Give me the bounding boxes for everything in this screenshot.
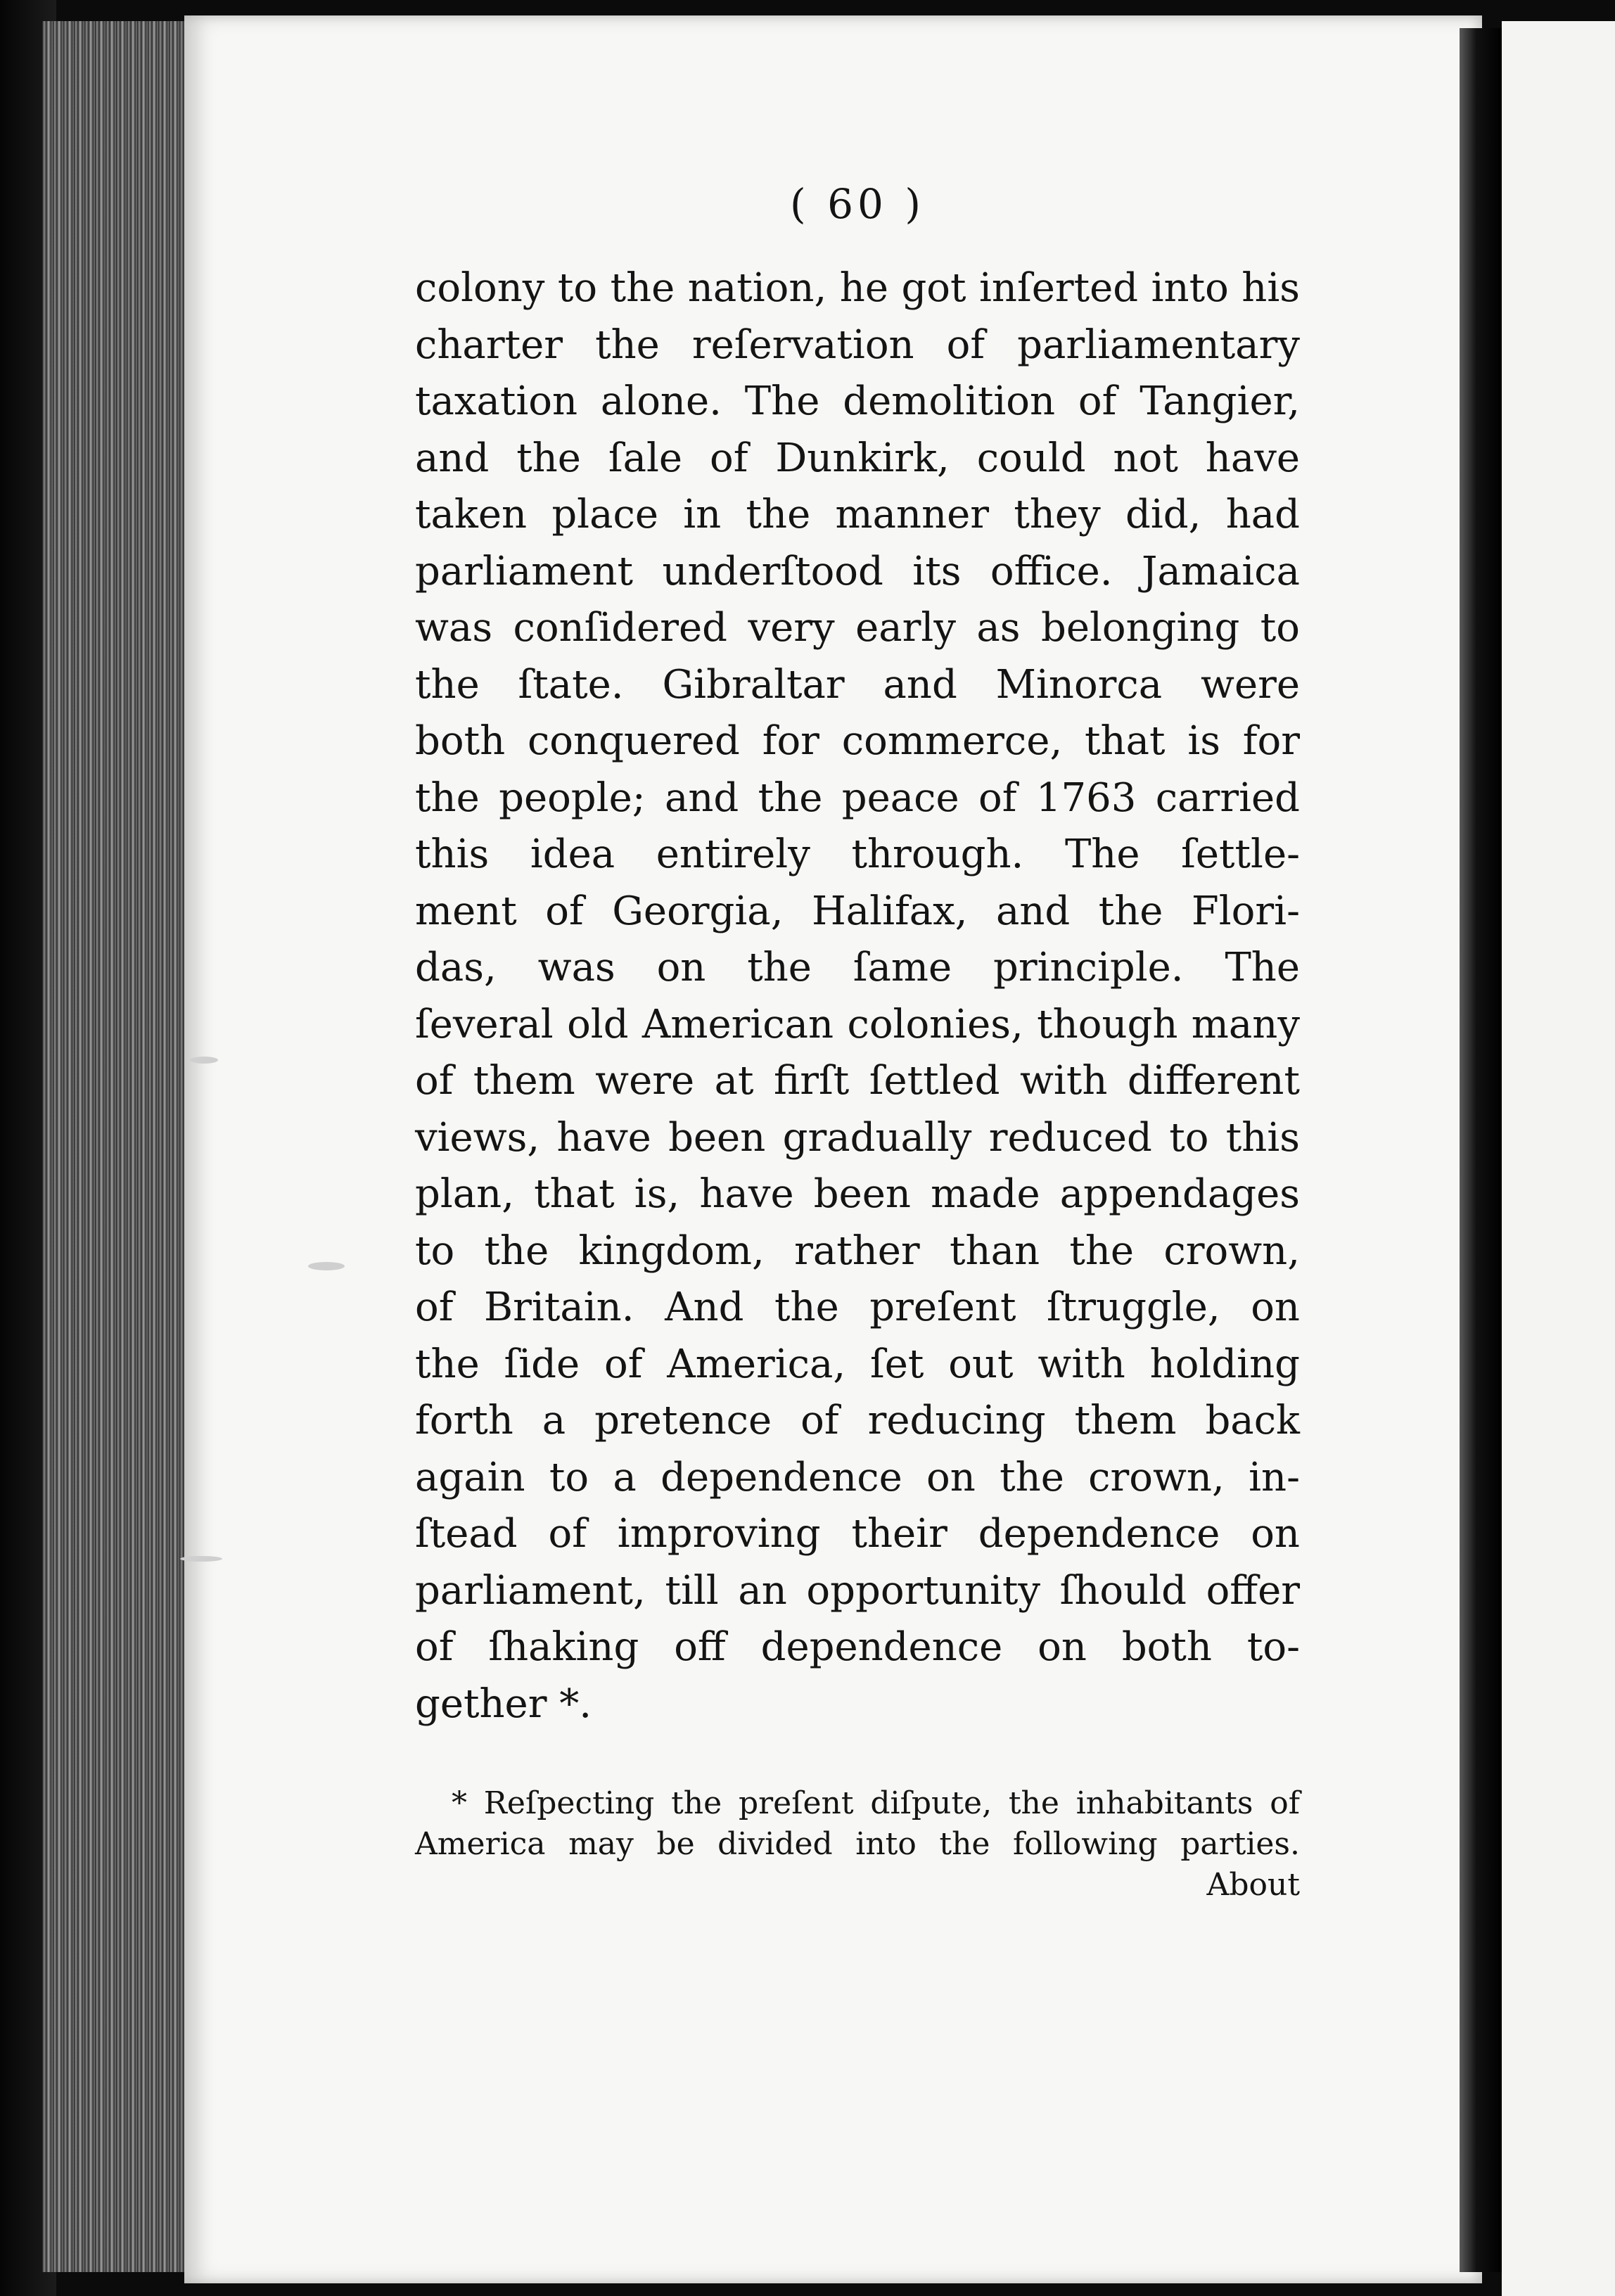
text-line: of ſhaking off dependence on both to- (415, 1624, 1300, 1670)
text-line: taxation alone. The demolition of Tangier, (415, 378, 1300, 424)
facing-page-edge (1502, 21, 1615, 2296)
footnote-gap (415, 1733, 1300, 1783)
text-line: to the kingdom, rather than the crown, (415, 1227, 1300, 1274)
paper-speck (180, 1556, 222, 1562)
text-line: the people; and the peace of 1763 carried (415, 774, 1300, 821)
text-line: charter the reſervation of parliamentary (415, 321, 1300, 368)
text-line: of them were at firſt ſettled with different (415, 1058, 1300, 1104)
book-binding (1460, 28, 1502, 2272)
text-line: plan, that is, have been made appendages (415, 1171, 1300, 1217)
text-line: das, was on the ſame principle. The (415, 945, 1300, 990)
footnote (415, 1783, 1300, 1906)
page-number: ( 60 ) (790, 180, 925, 228)
page-text (415, 176, 1300, 1906)
text-line: parliament underſtood its office. Jamaica (415, 548, 1300, 594)
text-line: ſtead of improving their dependence on (415, 1511, 1300, 1557)
text-line: ment of Georgia, Halifax, and the Flori- (415, 888, 1300, 934)
text-line: both conquered for commerce, that is for (415, 718, 1300, 764)
text-line: the ſtate. Gibraltar and Minorca were (415, 661, 1300, 708)
footnote-line: * Reſpecting the preſent diſpute, the inhabitants of (452, 1785, 1300, 1821)
text-line: this idea entirely through. The ſettle- (415, 831, 1300, 877)
body-text (415, 260, 1300, 1733)
text-line: was conſidered very early as belonging to (415, 605, 1300, 651)
text-line: ſeveral old American colonies, though many (415, 1001, 1300, 1047)
text-line: taken place in the manner they did, had (415, 492, 1300, 537)
text-line: of Britain. And the preſent ſtruggle, on (415, 1284, 1300, 1330)
catchword: About (1206, 1867, 1300, 1903)
text-line: colony to the nation, he got inſerted into his (415, 265, 1300, 311)
text-line: gether *. (415, 1680, 592, 1727)
text-line: again to a dependence on the crown, in- (415, 1454, 1300, 1500)
paper-speck (190, 1057, 218, 1064)
text-line: views, have been gradually reduced to this (415, 1114, 1300, 1161)
page-fore-edge (42, 21, 190, 2272)
text-line: the ſide of America, ſet out with holding (415, 1341, 1300, 1387)
footnote-line: America may be divided into the following parties. (415, 1826, 1300, 1862)
text-line: and the ſale of Dunkirk, could not have (415, 435, 1300, 481)
text-line: forth a pretence of reducing them back (415, 1398, 1300, 1443)
text-line: parliament, till an opportunity ſhould offer (415, 1567, 1300, 1614)
paper-speck (308, 1262, 345, 1270)
